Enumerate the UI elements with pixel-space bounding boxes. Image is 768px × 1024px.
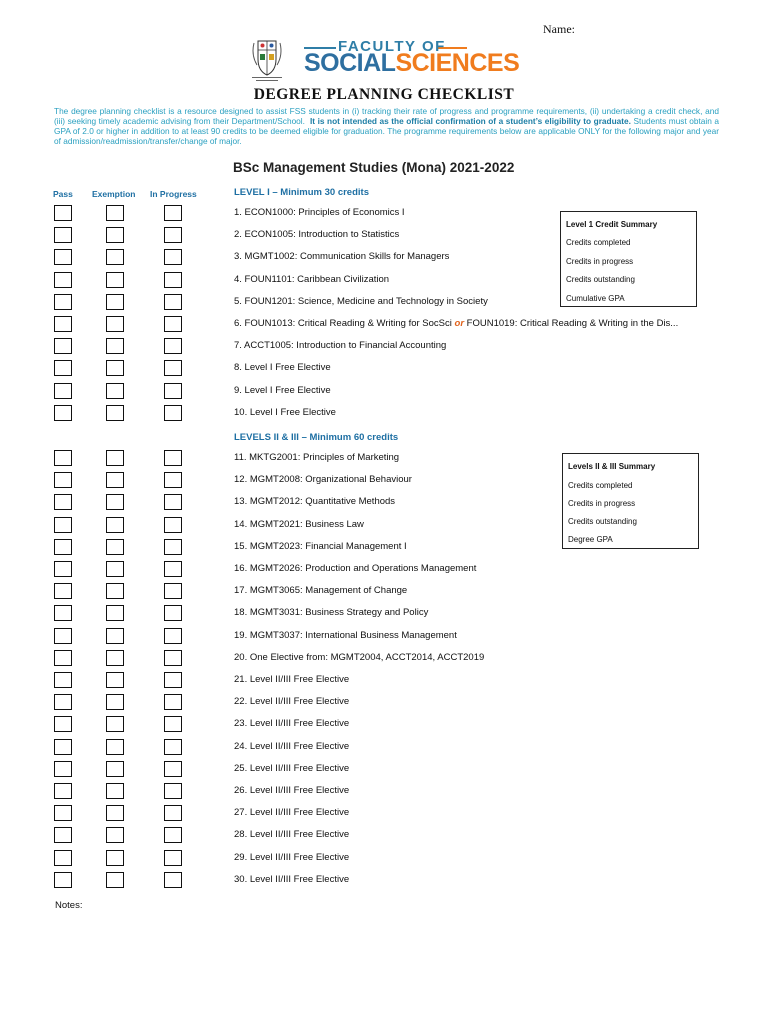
course-label: [234, 718, 349, 729]
course-label: [234, 296, 488, 307]
summary-item: Degree GPA: [568, 535, 613, 544]
exemption-checkbox[interactable]: [106, 338, 124, 354]
course-label-text: 13. MGMT2012: Quantitative Methods: [234, 496, 396, 508]
pass-checkbox[interactable]: [54, 450, 72, 466]
level23-summary-title: Levels II & III Summary: [568, 462, 656, 471]
in-progress-checkbox[interactable]: [164, 338, 182, 354]
pass-checkbox[interactable]: [54, 694, 72, 710]
in-progress-checkbox[interactable]: [164, 650, 182, 666]
pass-checkbox[interactable]: [54, 716, 72, 732]
course-label: [234, 696, 349, 707]
exemption-checkbox[interactable]: [106, 272, 124, 288]
in-progress-checkbox[interactable]: [164, 472, 182, 488]
exemption-checkbox[interactable]: [106, 450, 124, 466]
course-label: [234, 563, 476, 574]
pass-checkbox[interactable]: [54, 783, 72, 799]
course-label: [234, 630, 457, 641]
course-label: [234, 318, 678, 329]
summary-item: Cumulative GPA: [566, 294, 625, 303]
in-progress-checkbox[interactable]: [164, 827, 182, 843]
intro-bold: It is not intended as the official confirmation of a student’s eligibility to graduate.: [310, 116, 631, 126]
course-label-text: 27. Level II/III Free Elective: [234, 807, 350, 819]
column-header-exemption: Exemption: [92, 189, 136, 199]
exemption-checkbox[interactable]: [106, 561, 124, 577]
level1-heading: LEVEL I – Minimum 30 credits: [234, 187, 369, 198]
exemption-checkbox[interactable]: [106, 716, 124, 732]
in-progress-checkbox[interactable]: [164, 605, 182, 621]
course-label-text: 16. MGMT2026: Production and Operations Management: [234, 563, 477, 574]
course-label-text: 8. Level I Free Elective: [234, 362, 331, 374]
course-alt-text: FOUN1019: Critical Reading & Writing in the Dis...: [466, 318, 679, 329]
in-progress-checkbox[interactable]: [164, 761, 182, 777]
exemption-checkbox[interactable]: [106, 294, 124, 310]
course-label-text: 15. MGMT2023: Financial Management I: [234, 540, 407, 552]
course-label: [234, 474, 412, 485]
course-label-text: 9. Level I Free Elective: [234, 384, 331, 396]
in-progress-checkbox[interactable]: [164, 739, 182, 755]
exemption-checkbox[interactable]: [106, 583, 124, 599]
exemption-checkbox[interactable]: [106, 405, 124, 421]
pass-checkbox[interactable]: [54, 294, 72, 310]
in-progress-checkbox[interactable]: [164, 205, 182, 221]
course-label: [234, 874, 349, 885]
course-label: [234, 229, 399, 240]
summary-item: Credits completed: [566, 238, 631, 247]
course-label: [234, 763, 349, 774]
name-label: Name:: [543, 22, 575, 36]
in-progress-checkbox[interactable]: [164, 272, 182, 288]
pass-checkbox[interactable]: [54, 205, 72, 221]
in-progress-checkbox[interactable]: [164, 694, 182, 710]
in-progress-checkbox[interactable]: [164, 783, 182, 799]
course-label: [234, 452, 399, 463]
exemption-checkbox[interactable]: [106, 761, 124, 777]
course-label: [234, 207, 405, 218]
intro-part1: The degree planning checklist is a resource designed to assist FSS students in (i) tracking their rate of progress and programme requirements, (ii) undertaking a credit check, and (iii) seeking timely academic advising from their Department/School.: [54, 106, 719, 126]
exemption-checkbox[interactable]: [106, 517, 124, 533]
in-progress-checkbox[interactable]: [164, 716, 182, 732]
level23-summary-box: [562, 453, 699, 549]
pass-checkbox[interactable]: [54, 605, 72, 621]
exemption-checkbox[interactable]: [106, 805, 124, 821]
level1-summary-box: [560, 211, 697, 307]
course-label-text: 22. Level II/III Free Elective: [234, 696, 350, 708]
in-progress-checkbox[interactable]: [164, 805, 182, 821]
intro-paragraph: [54, 106, 719, 146]
exemption-checkbox[interactable]: [106, 249, 124, 265]
in-progress-checkbox[interactable]: [164, 316, 182, 332]
pass-checkbox[interactable]: [54, 628, 72, 644]
exemption-checkbox[interactable]: [106, 205, 124, 221]
pass-checkbox[interactable]: [54, 850, 72, 866]
faculty-logo-line1: FACULTY OF: [338, 38, 446, 55]
summary-item: Credits outstanding: [568, 517, 637, 526]
course-label-text: 7. ACCT1005: Introduction to Financial Accounting: [234, 340, 447, 352]
pass-checkbox[interactable]: [54, 405, 72, 421]
level23-heading: LEVELS II & III – Minimum 60 credits: [234, 432, 399, 443]
university-crest-icon: [248, 37, 286, 83]
course-label-text: 17. MGMT3065: Management of Change: [234, 585, 408, 597]
exemption-checkbox[interactable]: [106, 494, 124, 510]
pass-checkbox[interactable]: [54, 561, 72, 577]
pass-checkbox[interactable]: [54, 249, 72, 265]
exemption-checkbox[interactable]: [106, 850, 124, 866]
course-label-text: 2. ECON1005: Introduction to Statistics: [234, 229, 400, 241]
exemption-checkbox[interactable]: [106, 360, 124, 376]
level1-summary-title: Level 1 Credit Summary: [566, 220, 658, 229]
course-label: [234, 385, 331, 396]
course-label-text: 25. Level II/III Free Elective: [234, 762, 350, 774]
course-label: [234, 519, 364, 530]
course-label-text: 18. MGMT3031: Business Strategy and Policy: [234, 607, 429, 619]
program-title: BSc Management Studies (Mona) 2021-2022: [233, 160, 515, 175]
faculty-logo-social: SOCIAL: [304, 49, 396, 77]
exemption-checkbox[interactable]: [106, 827, 124, 843]
course-label-text: 11. MKTG2001: Principles of Marketing: [234, 452, 400, 463]
document-title: DEGREE PLANNING CHECKLIST: [253, 86, 515, 103]
course-label: [234, 340, 446, 351]
summary-item: Credits outstanding: [566, 275, 635, 284]
in-progress-checkbox[interactable]: [164, 561, 182, 577]
course-label-text: 4. FOUN1101: Caribbean Civilization: [234, 273, 390, 285]
in-progress-checkbox[interactable]: [164, 383, 182, 399]
column-header-pass: Pass: [53, 189, 73, 199]
exemption-checkbox[interactable]: [106, 650, 124, 666]
course-label: [234, 274, 389, 285]
pass-checkbox[interactable]: [54, 383, 72, 399]
pass-checkbox[interactable]: [54, 472, 72, 488]
faculty-logo-line2: [304, 49, 519, 78]
pass-checkbox[interactable]: [54, 338, 72, 354]
exemption-checkbox[interactable]: [106, 672, 124, 688]
course-label: [234, 585, 407, 596]
exemption-checkbox[interactable]: [106, 539, 124, 555]
exemption-checkbox[interactable]: [106, 739, 124, 755]
course-label: [234, 407, 336, 418]
course-label-text: 30. Level II/III Free Elective: [234, 873, 350, 885]
course-label-text: 21. Level II/III Free Elective: [234, 674, 350, 685]
course-label-text: 1. ECON1000: Principles of Economics I: [234, 207, 405, 218]
course-label: [234, 541, 407, 552]
in-progress-checkbox[interactable]: [164, 872, 182, 888]
course-label: [234, 674, 349, 685]
course-label-text: 6. FOUN1013: Critical Reading & Writing for SocSci: [234, 318, 452, 329]
pass-checkbox[interactable]: [54, 672, 72, 688]
in-progress-checkbox[interactable]: [164, 539, 182, 555]
course-label-text: 24. Level II/III Free Elective: [234, 740, 350, 752]
summary-item: Credits completed: [568, 481, 633, 490]
pass-checkbox[interactable]: [54, 494, 72, 510]
pass-checkbox[interactable]: [54, 227, 72, 243]
in-progress-checkbox[interactable]: [164, 450, 182, 466]
in-progress-checkbox[interactable]: [164, 405, 182, 421]
exemption-checkbox[interactable]: [106, 383, 124, 399]
exemption-checkbox[interactable]: [106, 872, 124, 888]
exemption-checkbox[interactable]: [106, 227, 124, 243]
pass-checkbox[interactable]: [54, 827, 72, 843]
course-label: [234, 785, 349, 796]
pass-checkbox[interactable]: [54, 360, 72, 376]
course-label: [234, 251, 449, 262]
in-progress-checkbox[interactable]: [164, 628, 182, 644]
course-label-text: 28. Level II/III Free Elective: [234, 829, 350, 841]
pass-checkbox[interactable]: [54, 650, 72, 666]
course-label: [234, 807, 349, 818]
pass-checkbox[interactable]: [54, 739, 72, 755]
course-label: [234, 652, 484, 663]
column-header-in-progress: In Progress: [150, 189, 197, 199]
pass-checkbox[interactable]: [54, 539, 72, 555]
in-progress-checkbox[interactable]: [164, 672, 182, 688]
course-label-text: 14. MGMT2021: Business Law: [234, 518, 364, 530]
course-label: [234, 362, 331, 373]
pass-checkbox[interactable]: [54, 583, 72, 599]
pass-checkbox[interactable]: [54, 872, 72, 888]
summary-item: Credits in progress: [566, 257, 634, 266]
exemption-checkbox[interactable]: [106, 628, 124, 644]
pass-checkbox[interactable]: [54, 761, 72, 777]
exemption-checkbox[interactable]: [106, 605, 124, 621]
exemption-checkbox[interactable]: [106, 472, 124, 488]
pass-checkbox[interactable]: [54, 272, 72, 288]
course-label-text: 12. MGMT2008: Organizational Behaviour: [234, 474, 412, 486]
pass-checkbox[interactable]: [54, 805, 72, 821]
in-progress-checkbox[interactable]: [164, 517, 182, 533]
course-label-text: 10. Level I Free Elective: [234, 406, 336, 418]
course-label-text: 26. Level II/III Free Elective: [234, 785, 350, 796]
course-label-text: 23. Level II/III Free Elective: [234, 718, 350, 730]
course-label-text: 5. FOUN1201: Science, Medicine and Technology in Society: [234, 295, 488, 307]
exemption-checkbox[interactable]: [106, 783, 124, 799]
course-label: [234, 741, 349, 752]
exemption-checkbox[interactable]: [106, 316, 124, 332]
course-label-text: 3. MGMT1002: Communication Skills for Managers: [234, 251, 450, 263]
summary-item: Credits in progress: [568, 499, 636, 508]
intro-part2: Students must obtain a GPA of 2.0 or higher in addition to at least 90 credits to be deemed eligible for graduation. The programme requirements below are applicable ONLY for the following major and year of admission/readmission/transfer/change of major.: [54, 116, 720, 146]
in-progress-checkbox[interactable]: [164, 583, 182, 599]
course-label-text: 19. MGMT3037: International Business Management: [234, 629, 457, 641]
course-label: [234, 852, 349, 863]
in-progress-checkbox[interactable]: [164, 249, 182, 265]
exemption-checkbox[interactable]: [106, 694, 124, 710]
in-progress-checkbox[interactable]: [164, 227, 182, 243]
in-progress-checkbox[interactable]: [164, 494, 182, 510]
course-or-text: or: [454, 318, 465, 329]
in-progress-checkbox[interactable]: [164, 850, 182, 866]
course-label-text: 20. One Elective from: MGMT2004, ACCT2014, ACCT2019: [234, 651, 485, 663]
notes-label: Notes:: [55, 900, 83, 911]
course-label: [234, 829, 349, 840]
course-label-text: 29. Level II/III Free Elective: [234, 851, 350, 863]
course-label: [234, 496, 395, 507]
pass-checkbox[interactable]: [54, 517, 72, 533]
in-progress-checkbox[interactable]: [164, 360, 182, 376]
faculty-logo-sciences: SCIENCES: [395, 49, 520, 77]
in-progress-checkbox[interactable]: [164, 294, 182, 310]
course-label: [234, 607, 428, 618]
pass-checkbox[interactable]: [54, 316, 72, 332]
